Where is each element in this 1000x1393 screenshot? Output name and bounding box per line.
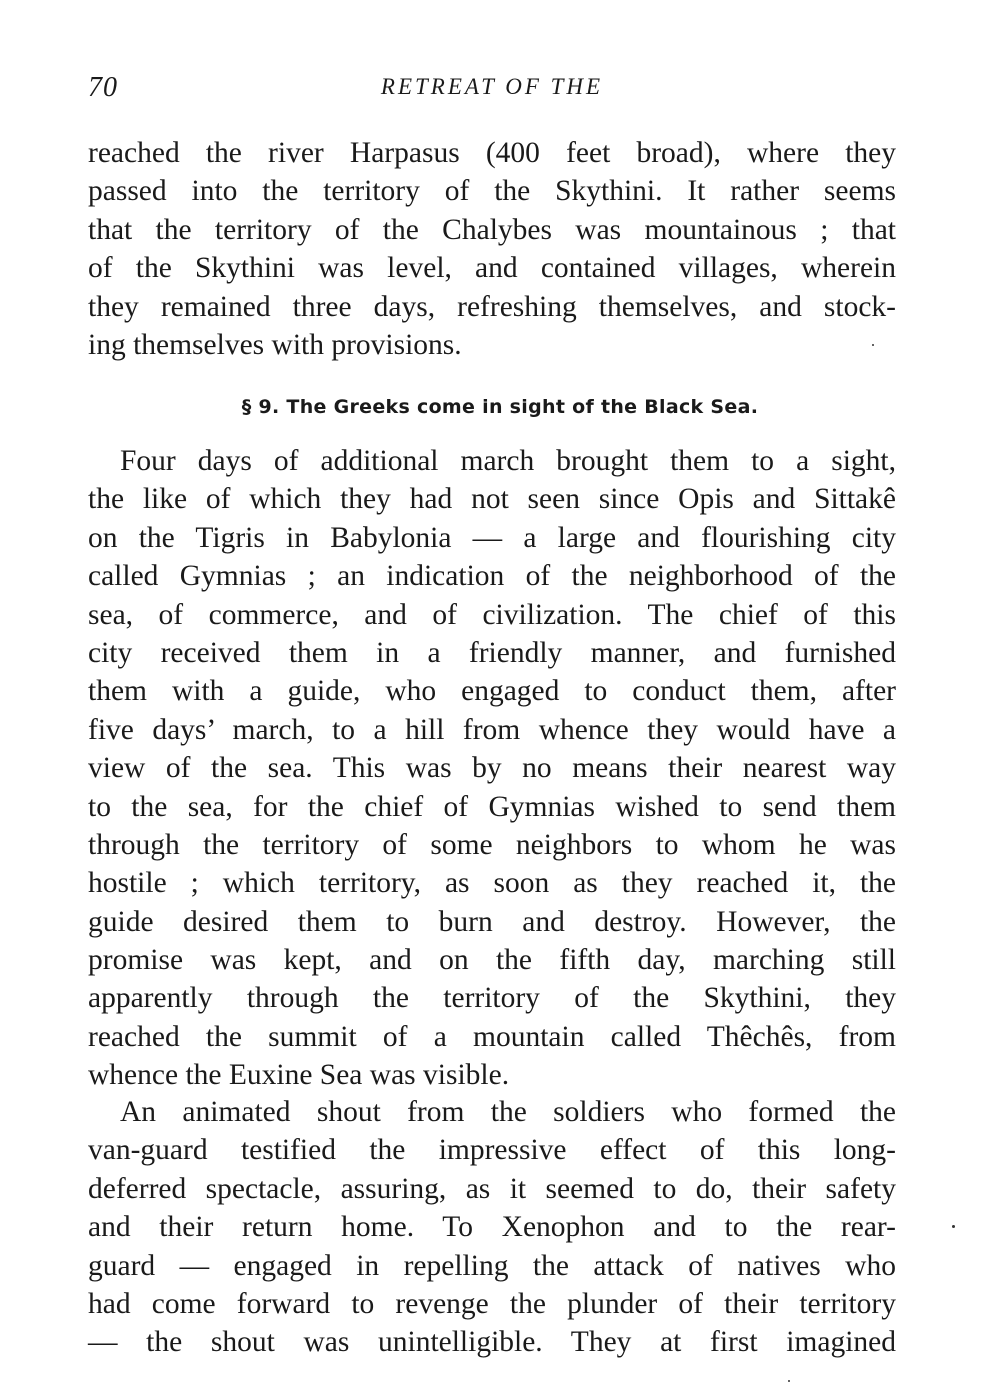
- text-line: reached the summit of a mountain called Thêchês, from: [88, 1020, 896, 1053]
- print-speck: [788, 1380, 790, 1382]
- paragraph-1: [88, 134, 896, 364]
- text-line: hostile ; which territory, as soon as they reached it, the: [88, 867, 896, 900]
- print-speck: [952, 1225, 955, 1228]
- text-line: and their return home. To Xenophon and to the rear-: [88, 1211, 896, 1244]
- text-line: city received them in a friendly manner, and furnished: [88, 636, 896, 669]
- text-line: called Gymnias ; an indication of the neighborhood of the: [88, 560, 896, 593]
- text-line: ing themselves with provisions.: [88, 328, 462, 361]
- paragraph-2: [88, 442, 896, 1095]
- text-line: five days’ march, to a hill from whence they would have a: [88, 713, 896, 746]
- text-line: sea, of commerce, and of civilization. The chief of this: [88, 598, 896, 631]
- text-line: guard — engaged in repelling the attack of natives who: [88, 1249, 896, 1282]
- text-line: through the territory of some neighbors to whom he was: [88, 828, 896, 861]
- text-line: view of the sea. This was by no means their nearest way: [88, 752, 896, 785]
- paragraph-3: [88, 1093, 896, 1362]
- text-line: to the sea, for the chief of Gymnias wished to send them: [88, 790, 896, 823]
- text-line: the like of which they had not seen since Opis and Sittakê: [88, 483, 896, 516]
- running-head: RETREAT OF THE: [380, 74, 604, 99]
- text-line: reached the river Harpasus (400 feet broad), where they: [88, 137, 896, 169]
- text-line: they remained three days, refreshing themselves, and stock-: [88, 290, 896, 323]
- text-line: of the Skythini was level, and contained villages, wherein: [88, 252, 896, 285]
- text-line: whence the Euxine Sea was visible.: [88, 1059, 510, 1092]
- text-line: deferred spectacle, assuring, as it seemed to do, their safety: [88, 1172, 896, 1205]
- text-line: van-guard testified the impressive effect of this long-: [88, 1134, 896, 1167]
- text-line: that the territory of the Chalybes was mountainous ; that: [88, 213, 896, 246]
- page-header: [88, 72, 896, 108]
- text-line: passed into the territory of the Skythini. It rather seems: [88, 175, 896, 208]
- text-line: on the Tigris in Babylonia — a large and flourishing city: [88, 521, 896, 554]
- text-line: guide desired them to burn and destroy. However, the: [88, 905, 896, 938]
- text-line: Four days of additional march brought them to a sight,: [120, 445, 896, 477]
- text-line: had come forward to revenge the plunder of their territory: [88, 1287, 896, 1320]
- page-number: 70: [88, 72, 118, 103]
- text-line: An animated shout from the soldiers who formed the: [120, 1096, 896, 1128]
- text-line: them with a guide, who engaged to conduct them, after: [88, 675, 896, 708]
- text-line: promise was kept, and on the fifth day, marching still: [88, 944, 896, 977]
- section-heading: § 9. The Greeks come in sight of the Black Sea.: [241, 396, 759, 418]
- text-line: — the shout was unintelligible. They at first imagined: [88, 1326, 896, 1359]
- text-line: apparently through the territory of the Skythini, they: [88, 982, 896, 1015]
- print-speck: [872, 344, 874, 346]
